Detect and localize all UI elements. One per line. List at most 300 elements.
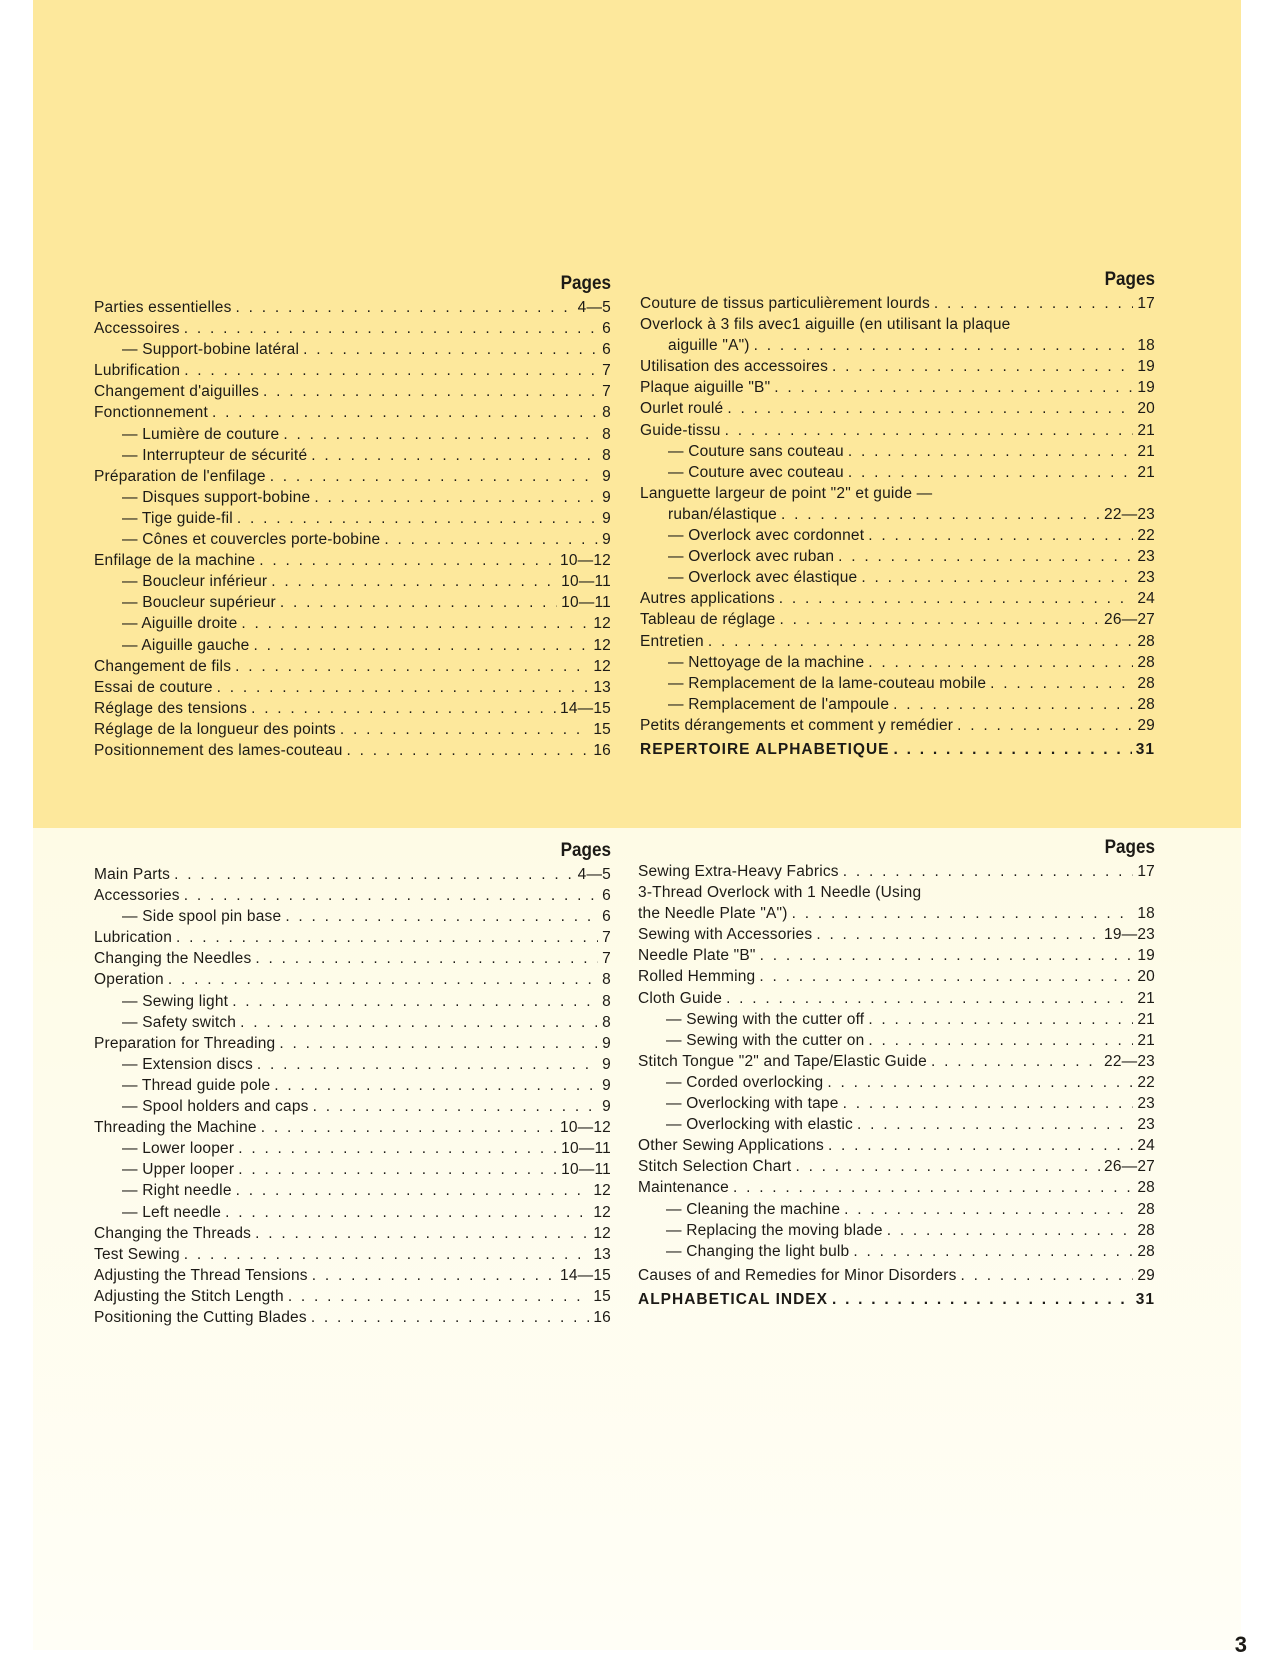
toc-entry-label: — Aiguille droite bbox=[122, 615, 238, 633]
toc-entry-label: — Changing the light bulb bbox=[666, 1242, 850, 1260]
toc-entry-page: 8 bbox=[602, 425, 611, 443]
toc-entry bbox=[94, 529, 611, 550]
dot-leader bbox=[311, 1307, 590, 1328]
toc-entry bbox=[638, 1030, 1155, 1051]
toc-entry-label: — Overlocking with tape bbox=[666, 1095, 839, 1113]
toc-entry-label: Other Sewing Applications bbox=[638, 1137, 824, 1155]
dot-leader bbox=[237, 508, 598, 529]
toc-entry bbox=[640, 504, 1155, 525]
toc-entry-page: 28 bbox=[1137, 1179, 1155, 1197]
dot-leader bbox=[781, 504, 1100, 525]
toc-entry-page: 20 bbox=[1137, 400, 1155, 418]
toc-entry-label: Stitch Selection Chart bbox=[638, 1158, 792, 1176]
toc-entry bbox=[638, 882, 1155, 903]
dot-leader bbox=[759, 966, 1133, 987]
toc-entry-page: 22 bbox=[1137, 527, 1155, 545]
toc-entry-page: 7 bbox=[602, 950, 611, 968]
toc-entry-page: 23 bbox=[1137, 1095, 1155, 1113]
toc-entry bbox=[640, 588, 1155, 609]
toc-entry-label: — Spool holders and caps bbox=[122, 1098, 309, 1116]
dot-leader bbox=[760, 945, 1134, 966]
toc-entry-page: 10—12 bbox=[560, 1119, 611, 1137]
toc-entry-label: — Cônes et couvercles porte-bobine bbox=[122, 531, 381, 549]
toc-entry bbox=[94, 592, 611, 613]
toc-entry-page: 22—23 bbox=[1104, 1052, 1155, 1070]
toc-entry-label: Languette largeur de point "2" et guide — bbox=[640, 484, 933, 502]
toc-entry-label: Overlock à 3 fils avec1 aiguille (en utilisant la plaque bbox=[640, 316, 1011, 334]
toc-entry bbox=[640, 483, 1155, 504]
dot-leader bbox=[827, 1072, 1133, 1093]
toc-entry bbox=[640, 356, 1155, 377]
dot-leader bbox=[312, 1265, 556, 1286]
toc-entry-label: — Cleaning the machine bbox=[666, 1200, 841, 1218]
toc-entry-page: 23 bbox=[1137, 548, 1155, 566]
toc-entry-label: Adjusting the Stitch Length bbox=[94, 1287, 284, 1305]
toc-entry-page: 21 bbox=[1137, 421, 1155, 439]
toc-entry bbox=[640, 694, 1155, 715]
toc-entry-label: 3-Thread Overlock with 1 Needle (Using bbox=[638, 884, 922, 902]
toc-entry bbox=[638, 1114, 1155, 1135]
toc-entry-page: 22 bbox=[1137, 1073, 1155, 1091]
toc-entry bbox=[94, 1054, 611, 1075]
toc-entry-page: 10—11 bbox=[561, 1140, 611, 1158]
toc-entry bbox=[638, 903, 1155, 924]
toc-entry-label: ruban/élastique bbox=[668, 505, 777, 523]
toc-entry bbox=[640, 567, 1155, 588]
dot-leader bbox=[285, 906, 598, 927]
document-page bbox=[33, 0, 1241, 1650]
toc-entry-page: 15 bbox=[593, 1287, 611, 1305]
toc-entry-label: Autres applications bbox=[640, 590, 775, 608]
toc-entry-page: 26—27 bbox=[1104, 1158, 1155, 1176]
dot-leader bbox=[894, 739, 1132, 760]
dot-leader bbox=[727, 398, 1133, 419]
toc-entry bbox=[638, 1009, 1155, 1030]
toc-entry-label: — Sewing light bbox=[122, 992, 229, 1010]
toc-entry-label: Changement de fils bbox=[94, 657, 232, 675]
toc-entry-label: — Disques support-bobine bbox=[122, 488, 311, 506]
toc-entry bbox=[94, 1244, 611, 1265]
toc-entry-label: Accessories bbox=[94, 887, 180, 905]
toc-entry-label: — Sewing with the cutter off bbox=[666, 1010, 865, 1028]
dot-leader bbox=[961, 1265, 1134, 1286]
toc-entry-label: Entretien bbox=[640, 632, 704, 650]
dot-leader bbox=[779, 609, 1100, 630]
toc-english-right bbox=[638, 837, 1155, 1310]
toc-entry-label: — Thread guide pole bbox=[122, 1076, 271, 1094]
toc-entry-page: 14—15 bbox=[560, 699, 611, 717]
toc-entry-label: Couture de tissus particulièrement lourds bbox=[640, 295, 930, 312]
dot-leader bbox=[795, 1156, 1100, 1177]
dot-leader bbox=[251, 698, 556, 719]
toc-entry bbox=[638, 924, 1155, 945]
toc-entry bbox=[94, 740, 611, 761]
toc-entry bbox=[94, 948, 611, 969]
toc-entry-page: 9 bbox=[602, 1055, 611, 1073]
toc-entry-label: Cloth Guide bbox=[638, 989, 723, 1007]
toc-entry-label: Operation bbox=[94, 971, 164, 989]
toc-entry bbox=[638, 1177, 1155, 1198]
dot-leader bbox=[184, 360, 598, 381]
toc-entry bbox=[94, 906, 611, 927]
dot-leader bbox=[347, 740, 590, 761]
toc-entry-page: 28 bbox=[1137, 1221, 1155, 1239]
toc-entry bbox=[94, 1138, 611, 1159]
toc-entry-label: — Overlocking with elastic bbox=[666, 1116, 853, 1134]
toc-entry-label: — Remplacement de la lame-couteau mobile bbox=[668, 674, 987, 692]
dot-leader bbox=[843, 1093, 1134, 1114]
toc-entry-label: Préparation de l'enfilage bbox=[94, 467, 266, 485]
toc-entry-label: Changing the Needles bbox=[94, 950, 252, 968]
toc-entry bbox=[638, 1072, 1155, 1093]
toc-entry-page: 29 bbox=[1137, 716, 1155, 734]
toc-entry bbox=[638, 1220, 1155, 1241]
toc-entry bbox=[94, 1033, 611, 1054]
dot-leader bbox=[725, 420, 1134, 441]
toc-entry bbox=[640, 525, 1155, 546]
toc-french-left bbox=[94, 273, 611, 761]
toc-entry-label: — Upper looper bbox=[122, 1161, 235, 1179]
toc-entry bbox=[640, 609, 1155, 630]
toc-entry-label: — Couture avec couteau bbox=[668, 463, 844, 481]
toc-entry-label: Utilisation des accessoires bbox=[640, 358, 829, 376]
toc-entry bbox=[94, 885, 611, 906]
page-number: 3 bbox=[1234, 1632, 1247, 1657]
toc-entry-page: 13 bbox=[593, 678, 611, 696]
toc-entry bbox=[94, 1012, 611, 1033]
dot-leader bbox=[844, 1199, 1133, 1220]
dot-leader bbox=[283, 424, 598, 445]
toc-entry bbox=[94, 1265, 611, 1286]
toc-entry bbox=[640, 377, 1155, 398]
toc-entry-page: 16 bbox=[593, 1308, 611, 1326]
toc-entry-label: — Interrupteur de sécurité bbox=[122, 446, 308, 464]
toc-entry-page: 7 bbox=[602, 929, 611, 947]
toc-entry-page: 16 bbox=[593, 741, 611, 759]
toc-entry-label: — Support-bobine latéral bbox=[122, 341, 300, 359]
toc-entry-label: Stitch Tongue "2" and Tape/Elastic Guide bbox=[638, 1052, 928, 1070]
toc-entry bbox=[638, 1199, 1155, 1220]
dot-leader bbox=[235, 656, 589, 677]
toc-entry bbox=[640, 441, 1155, 462]
toc-entry-page: 22—23 bbox=[1104, 505, 1155, 523]
toc-entry-label: Test Sewing bbox=[94, 1245, 180, 1263]
dot-leader bbox=[274, 1075, 598, 1096]
dot-leader bbox=[868, 652, 1133, 673]
dot-leader bbox=[261, 1117, 556, 1138]
toc-entry-label: — Safety switch bbox=[122, 1013, 237, 1031]
dot-leader bbox=[868, 1009, 1133, 1030]
toc-entry bbox=[94, 487, 611, 508]
toc-entry-label: Lubrication bbox=[94, 929, 173, 947]
toc-entry-page: 10—11 bbox=[561, 1161, 611, 1179]
dot-leader bbox=[868, 525, 1133, 546]
dot-leader bbox=[708, 631, 1134, 652]
dot-leader bbox=[288, 1286, 590, 1307]
toc-entry-page: 12 bbox=[593, 1182, 611, 1200]
toc-entry-page: 18 bbox=[1137, 905, 1155, 923]
toc-entry bbox=[94, 466, 611, 487]
toc-entry bbox=[94, 1159, 611, 1180]
toc-entry-label: — Right needle bbox=[122, 1182, 232, 1200]
toc-entry-label: the Needle Plate "A") bbox=[638, 905, 788, 923]
dot-leader bbox=[861, 567, 1133, 588]
dot-leader bbox=[259, 550, 556, 571]
toc-entry-label: Réglage des tensions bbox=[94, 699, 248, 717]
dot-leader bbox=[303, 339, 598, 360]
toc-entry-label: — Remplacement de l'ampoule bbox=[668, 695, 890, 713]
toc-entry-page: 9 bbox=[602, 531, 611, 549]
toc-entry-label: Positioning the Cutting Blades bbox=[94, 1308, 307, 1326]
toc-entry bbox=[94, 635, 611, 656]
toc-entry-page: 13 bbox=[593, 1245, 611, 1263]
dot-leader bbox=[279, 1033, 598, 1054]
toc-entry-label: Plaque aiguille "B" bbox=[640, 379, 771, 397]
toc-entry-page: 20 bbox=[1137, 968, 1155, 986]
toc-entry-label: Changement d'aiguilles bbox=[94, 383, 260, 401]
toc-entry-page: 24 bbox=[1137, 1137, 1155, 1155]
dot-leader bbox=[270, 466, 598, 487]
toc-entry-label: Fonctionnement bbox=[94, 404, 208, 422]
toc-entry bbox=[94, 339, 611, 360]
dot-leader bbox=[384, 529, 598, 550]
toc-entry-label: Ourlet roulé bbox=[640, 400, 724, 418]
toc-entry bbox=[638, 1265, 1155, 1286]
toc-entry-label: Petits dérangements et comment y remédier bbox=[640, 716, 954, 734]
toc-entry bbox=[638, 861, 1155, 882]
toc-entry-label: Rolled Hemming bbox=[638, 968, 756, 986]
toc-entry-page: 17 bbox=[1137, 295, 1155, 312]
dot-leader bbox=[236, 1180, 590, 1201]
dot-leader bbox=[176, 927, 598, 948]
pages-header: Pages bbox=[1104, 837, 1155, 858]
toc-entry-label: Adjusting the Thread Tensions bbox=[94, 1266, 308, 1284]
dot-leader bbox=[931, 1051, 1100, 1072]
toc-entry-label: Main Parts bbox=[94, 866, 171, 883]
toc-entry-page: 9 bbox=[602, 1076, 611, 1094]
dot-leader bbox=[853, 1241, 1133, 1262]
dot-leader bbox=[848, 441, 1133, 462]
toc-entry-page: 6 bbox=[602, 341, 611, 359]
dot-leader bbox=[868, 1030, 1133, 1051]
toc-entry-page: 28 bbox=[1137, 1200, 1155, 1218]
toc-entry-label: — Extension discs bbox=[122, 1055, 253, 1073]
toc-entry-label: — Lower looper bbox=[122, 1140, 235, 1158]
toc-entry-page: 7 bbox=[602, 383, 611, 401]
dot-leader bbox=[314, 487, 598, 508]
toc-entry bbox=[640, 335, 1155, 356]
dot-leader bbox=[280, 592, 557, 613]
toc-entry bbox=[94, 1180, 611, 1201]
toc-entry-page: 10—12 bbox=[560, 552, 611, 570]
toc-entry bbox=[94, 613, 611, 634]
dot-leader bbox=[174, 864, 574, 885]
toc-entry-label: Parties essentielles bbox=[94, 299, 232, 316]
toc-entry bbox=[638, 1135, 1155, 1156]
toc-entry-page: 19 bbox=[1137, 379, 1155, 397]
toc-entry-page: 12 bbox=[593, 615, 611, 633]
toc-entry bbox=[94, 381, 611, 402]
toc-entry bbox=[94, 969, 611, 990]
dot-leader bbox=[313, 1096, 599, 1117]
toc-entry-page: 19 bbox=[1137, 358, 1155, 376]
dot-leader bbox=[168, 969, 598, 990]
toc-entry-label: — Side spool pin base bbox=[122, 908, 282, 926]
toc-entry-page: 21 bbox=[1137, 463, 1155, 481]
dot-leader bbox=[257, 1054, 598, 1075]
toc-entry bbox=[94, 864, 611, 885]
toc-entry-page: 12 bbox=[593, 636, 611, 654]
toc-entry bbox=[94, 1075, 611, 1096]
toc-entry-label: Positionnement des lames-couteau bbox=[94, 741, 343, 759]
toc-entry-page: 21 bbox=[1137, 1010, 1155, 1028]
dot-leader bbox=[212, 402, 598, 423]
toc-entry bbox=[94, 318, 611, 339]
toc-entry-page: 21 bbox=[1137, 989, 1155, 1007]
dot-leader bbox=[225, 1202, 589, 1223]
toc-entry bbox=[94, 1096, 611, 1117]
toc-entry-label: aiguille "A") bbox=[668, 337, 750, 355]
toc-entry bbox=[94, 698, 611, 719]
dot-leader bbox=[828, 1135, 1133, 1156]
toc-entry bbox=[94, 1307, 611, 1328]
toc-entry-label: — Replacing the moving blade bbox=[666, 1221, 883, 1239]
dot-leader bbox=[832, 1289, 1132, 1310]
dot-leader bbox=[217, 677, 590, 698]
dot-leader bbox=[255, 948, 598, 969]
dot-leader bbox=[263, 381, 598, 402]
toc-entry-label: ALPHABETICAL INDEX bbox=[638, 1290, 828, 1308]
toc-entry-page: 4—5 bbox=[577, 299, 611, 316]
toc-entry-label: — Corded overlocking bbox=[666, 1073, 824, 1091]
dot-leader bbox=[957, 715, 1133, 736]
toc-entry-label: Threading the Machine bbox=[94, 1119, 257, 1137]
toc-entry bbox=[94, 656, 611, 677]
toc-entry bbox=[94, 677, 611, 698]
toc-entry-page: 12 bbox=[593, 1224, 611, 1242]
toc-entry-page: 24 bbox=[1137, 590, 1155, 608]
toc-entry-page: 18 bbox=[1137, 337, 1155, 355]
dot-leader bbox=[893, 694, 1133, 715]
toc-entry-page: 28 bbox=[1137, 632, 1155, 650]
toc-entry bbox=[638, 966, 1155, 987]
toc-entry bbox=[94, 445, 611, 466]
toc-entry bbox=[640, 546, 1155, 567]
toc-entry-page: 9 bbox=[602, 488, 611, 506]
toc-entry bbox=[94, 1117, 611, 1138]
toc-entry bbox=[638, 988, 1155, 1009]
toc-entry bbox=[640, 462, 1155, 483]
dot-leader bbox=[774, 377, 1133, 398]
toc-entry-page: 9 bbox=[602, 1034, 611, 1052]
toc-entry bbox=[94, 360, 611, 381]
toc-entry-page: 29 bbox=[1137, 1266, 1155, 1284]
toc-entry bbox=[638, 945, 1155, 966]
dot-leader bbox=[816, 924, 1100, 945]
toc-entry bbox=[638, 1051, 1155, 1072]
toc-entry-label: Lubrification bbox=[94, 362, 181, 380]
toc-entry bbox=[94, 1286, 611, 1307]
toc-entry-label: Preparation for Threading bbox=[94, 1034, 276, 1052]
toc-entry-page: 8 bbox=[602, 992, 611, 1010]
toc-entry-label: Réglage de la longueur des points bbox=[94, 720, 336, 738]
toc-entry-page: 10—11 bbox=[561, 594, 611, 612]
toc-entry-label: — Tige guide-fil bbox=[122, 509, 233, 527]
toc-entry-page: 21 bbox=[1137, 442, 1155, 460]
dot-leader bbox=[340, 719, 589, 740]
toc-entry bbox=[640, 739, 1155, 760]
dot-leader bbox=[838, 546, 1133, 567]
toc-entry-label: — Couture sans couteau bbox=[668, 442, 844, 460]
dot-leader bbox=[240, 1012, 598, 1033]
dot-leader bbox=[832, 356, 1133, 377]
toc-entry-label: — Nettoyage de la machine bbox=[668, 653, 865, 671]
toc-entry-page: 21 bbox=[1137, 1031, 1155, 1049]
toc-entry-label: — Boucleur inférieur bbox=[122, 573, 268, 591]
toc-entry bbox=[640, 420, 1155, 441]
toc-entry-label: — Overlock avec élastique bbox=[668, 569, 858, 587]
toc-entry bbox=[94, 508, 611, 529]
toc-entry-label: Accessoires bbox=[94, 320, 180, 338]
toc-french-right bbox=[640, 269, 1155, 760]
dot-leader bbox=[253, 635, 589, 656]
toc-entry-page: 17 bbox=[1137, 863, 1155, 880]
toc-entry-label: Essai de couture bbox=[94, 678, 213, 696]
toc-entry bbox=[94, 927, 611, 948]
toc-entry bbox=[640, 715, 1155, 736]
pages-header: Pages bbox=[560, 840, 611, 861]
dot-leader bbox=[238, 1159, 557, 1180]
toc-entry bbox=[638, 1093, 1155, 1114]
toc-entry-page: 19—23 bbox=[1104, 926, 1155, 944]
toc-entry-page: 31 bbox=[1135, 740, 1155, 758]
toc-entry bbox=[94, 1223, 611, 1244]
toc-entry-page: 7 bbox=[602, 362, 611, 380]
toc-entry bbox=[94, 719, 611, 740]
dot-leader bbox=[990, 673, 1133, 694]
toc-entry bbox=[638, 1289, 1155, 1310]
toc-entry-page: 6 bbox=[602, 908, 611, 926]
toc-entry-page: 8 bbox=[602, 971, 611, 989]
dot-leader bbox=[271, 571, 557, 592]
toc-entry-label: Changing the Threads bbox=[94, 1224, 252, 1242]
dot-leader bbox=[726, 988, 1133, 1009]
dot-leader bbox=[843, 861, 1134, 882]
dot-leader bbox=[857, 1114, 1133, 1135]
dot-leader bbox=[232, 991, 598, 1012]
toc-entry-page: 28 bbox=[1137, 1242, 1155, 1260]
toc-entry bbox=[94, 402, 611, 423]
toc-entry bbox=[94, 1202, 611, 1223]
toc-entry-label: Enfilage de la machine bbox=[94, 552, 256, 570]
toc-entry-page: 23 bbox=[1137, 569, 1155, 587]
dot-leader bbox=[792, 903, 1134, 924]
toc-entry bbox=[94, 424, 611, 445]
toc-entry-label: Causes of and Remedies for Minor Disorders bbox=[638, 1266, 957, 1284]
pages-header: Pages bbox=[560, 273, 611, 294]
dot-leader bbox=[255, 1223, 589, 1244]
toc-entry bbox=[638, 1241, 1155, 1262]
toc-entry-page: 14—15 bbox=[560, 1266, 611, 1284]
toc-entry-label: — Boucleur supérieur bbox=[122, 594, 276, 612]
toc-entry-label: Sewing Extra-Heavy Fabrics bbox=[638, 863, 839, 880]
toc-entry-page: 28 bbox=[1137, 674, 1155, 692]
toc-entry-page: 23 bbox=[1137, 1116, 1155, 1134]
toc-entry-page: 4—5 bbox=[577, 866, 611, 883]
dot-leader bbox=[311, 445, 598, 466]
dot-leader bbox=[848, 462, 1133, 483]
toc-entry-page: 8 bbox=[602, 446, 611, 464]
